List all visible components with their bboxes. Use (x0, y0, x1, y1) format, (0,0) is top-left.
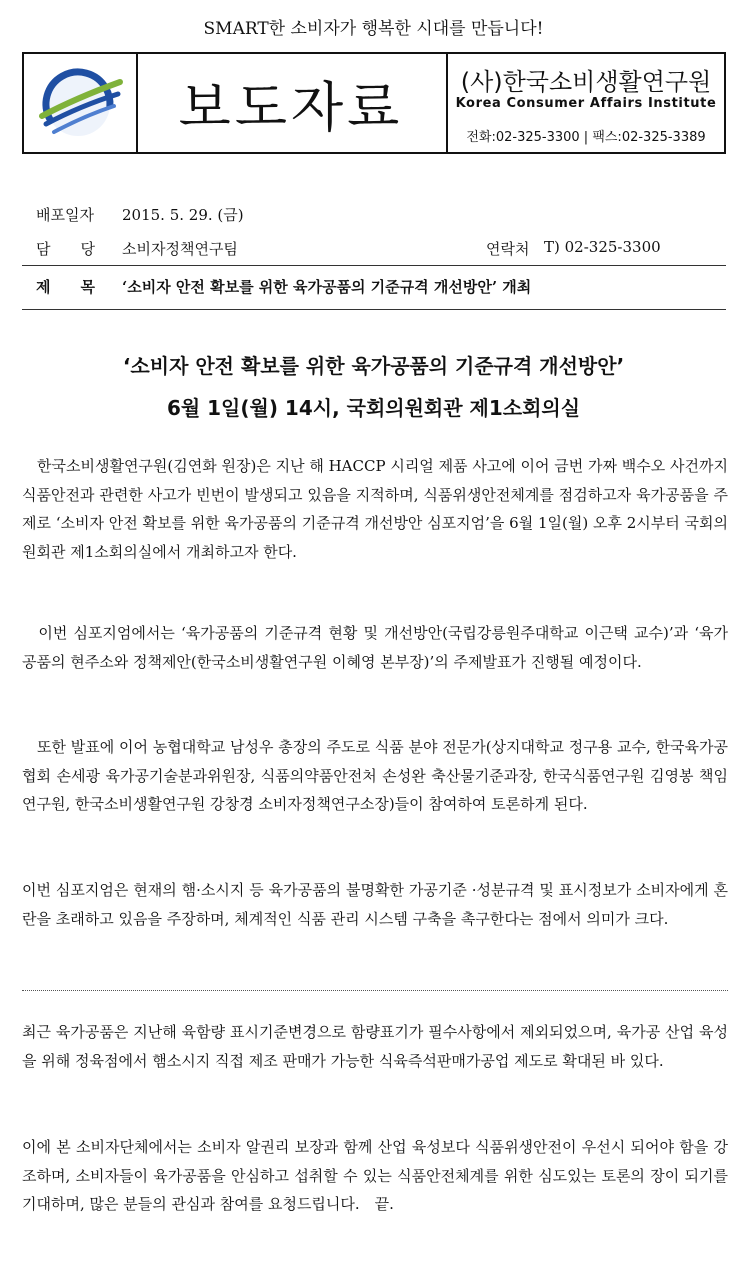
slogan: SMART한 소비자가 행복한 시대를 만듭니다! (203, 19, 544, 39)
tel-value: T) 02-325-3300 (544, 238, 661, 256)
release-date-label: 배포일자 (36, 206, 94, 224)
paragraph-4: 이번 심포지엄은 현재의 햄·소시지 등 육가공품의 불명확한 가공기준 ·성분규격 및 표시정보가 소비자에게 혼란을 초래하고 있음을 주장하며, 체계적인 식품 관리 시스템 구축을 촉구한다는 점에서 의미가 크다. (22, 881, 728, 928)
paragraph-5: 최근 육가공품은 지난해 육함량 표시기준변경으로 함량표기가 필수사항에서 제외되었으며, 육가공 산업 육성을 위해 정육점에서 햄소시지 직접 제조 판매가 가능한 식육즉석판매가공업 제도로 확대된 바 있다. (22, 1023, 728, 1070)
press-release-title: 보도자료 (136, 54, 448, 152)
paragraph-2: 이번 심포지엄에서는 ‘육가공품의 기준규격 현황 및 개선방안(국립강릉원주대학교 이근택 교수)’과 ‘육가공품의 현주소와 정책제안(한국소비생활연구원 이혜영 본부장)’의 주제발표가 진행될 예정이다. (22, 624, 728, 671)
release-date-value: 2015. 5. 29. (금) (122, 206, 244, 224)
charge-row (36, 238, 726, 259)
release-date-row (36, 204, 244, 225)
subject-label: 제 목 (36, 278, 95, 296)
dotted-separator (22, 990, 728, 991)
logo (24, 54, 138, 152)
headline-line-2: 6월 1일(월) 14시, 국회의원회관 제1소회의실 (166, 396, 581, 420)
subject-value: ‘소비자 안전 확보를 위한 육가공품의 기준규격 개선방안’ 개최 (122, 278, 532, 296)
headline-line-1: ‘소비자 안전 확보를 위한 육가공품의 기준규격 개선방안’ (122, 354, 625, 378)
tel-label: 연락처 (486, 240, 530, 258)
masthead (22, 52, 726, 154)
paragraph-6: 이에 본 소비자단체에서는 소비자 알권리 보장과 함께 산업 육성보다 식품위생안전이 우선시 되어야 함을 강조하며, 소비자들이 육가공품을 안심하고 섭취할 수 있는 식품안전체계를 위한 심도있는 토론의 장이 되기를 기대하며, 많은 분들의 관심과 참여를 요청드립니다. 끝. (22, 1138, 728, 1213)
paragraph-3: 또한 발표에 이어 농협대학교 남성우 총장의 주도로 식품 분야 전문가(상지대학교 정구용 교수, 한국육가공협회 손세광 육가공기술분과위원장, 식품의약품안전처 손성완 축산물기준과장, 한국식품연구원 김영봉 책임연구원, 한국소비생활연구원 강창경 소비자정책연구소장)들이 참여하여 토론하게 된다. (22, 738, 728, 813)
paragraph-1: 한국소비생활연구원(김연화 원장)은 지난 해 HACCP 시리얼 제품 사고에 이어 금번 가짜 백수오 사건까지 식품안전과 관련한 사고가 빈번이 발생되고 있음을 지적하며, 식품위생안전체계를 점검하고자 육가공품을 주제로 ‘소비자 안전 확보를 위한 육가공품의 기준규격 개선방안 심포지엄’을 6월 1일(월) 오후 2시부터 국회의원회관 제1소회의실에서 개최하고자 한다. (22, 457, 728, 561)
subject-row (36, 276, 531, 297)
logo-swoosh-icon (24, 54, 136, 152)
charge-value: 소비자정책연구팀 (122, 240, 238, 258)
org-name: (사)한국소비생활연구원 (460, 68, 712, 96)
divider (22, 309, 726, 310)
charge-label: 담 당 (36, 240, 95, 258)
org-name-en: Korea Consumer Affairs Institute (455, 96, 717, 111)
divider (22, 265, 726, 266)
org-contact: 전화:02-325-3300 | 팩스:02-325-3389 (466, 130, 706, 145)
